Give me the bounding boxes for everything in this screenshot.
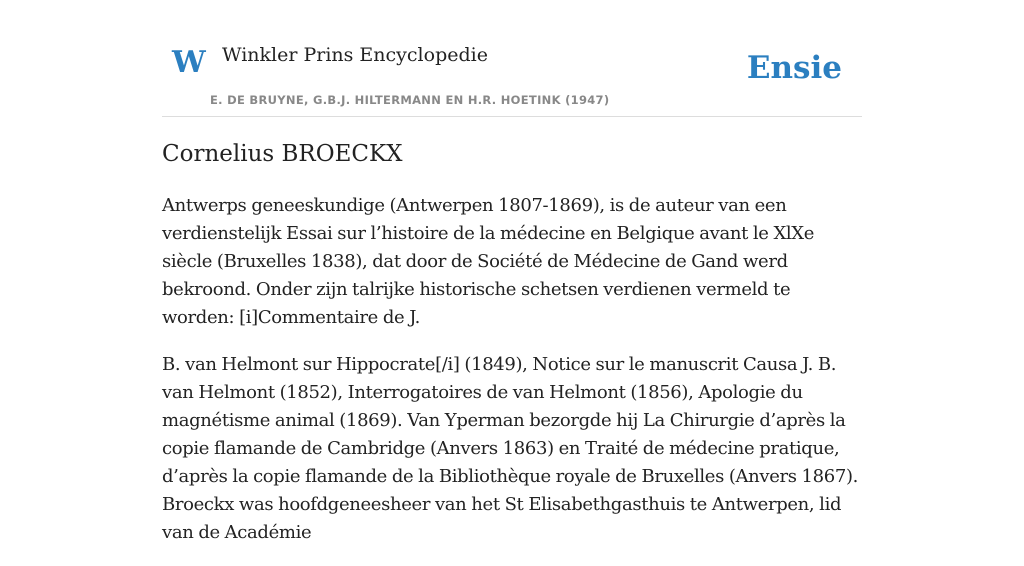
article-body: [162, 192, 862, 566]
source-authors: E. DE BRUYNE, G.B.J. HILTERMANN EN H.R. HOETINK (1947): [210, 93, 610, 107]
source-title[interactable]: Winkler Prins Encyclopedie: [222, 44, 488, 66]
ensie-logo[interactable]: Ensie: [746, 50, 842, 86]
article-title: Cornelius BROECKX: [162, 141, 403, 167]
source-header: [162, 0, 862, 117]
article-paragraph: Antwerps geneeskundige (Antwerpen 1807-1869), is de auteur van een verdienstelijk Essai sur l’histoire de la médecine en Belgique avant le XlXe siècle (Bruxelles 1838), dat door de Société de Médecine de Gand werd bekroond. Onder zijn talrijke historische schetsen verdienen vermeld te worden: [i]Commentaire de J.: [162, 195, 815, 328]
winkler-prins-logo[interactable]: W: [172, 45, 206, 80]
article-paragraph: B. van Helmont sur Hippocrate[/i] (1849), Notice sur le manuscrit Causa J. B. van Helmont (1852), Interrogatoires de van Helmont (1856), Apologie du magnétisme animal (1869). Van Yperman bezorgde hij La Chirurgie d’après la copie flamande de Cambridge (Anvers 1863) en Traité de médecine pratique, d’après la copie flamande de la Bibliothèque royale de Bruxelles (Anvers 1867). Broeckx was hoofdgeneesheer van het St Elisabethgasthuis te Antwerpen, lid van de Académie: [162, 354, 858, 543]
